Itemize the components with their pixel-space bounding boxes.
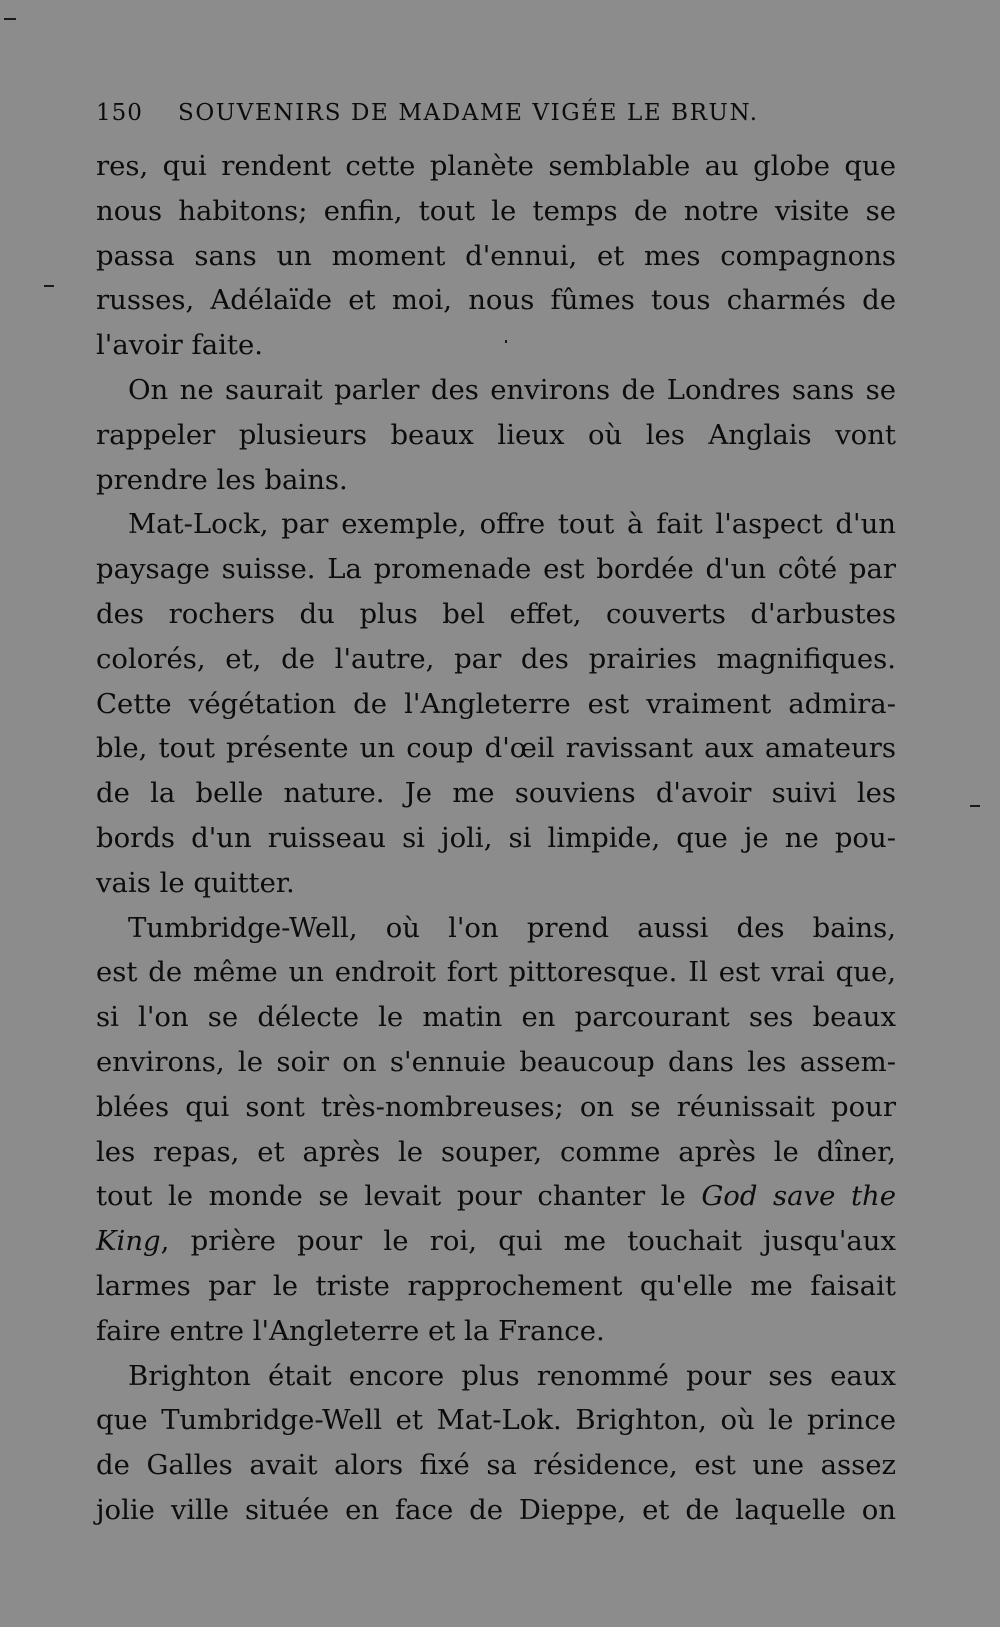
book-page	[96, 100, 896, 1533]
line-text: bords d'un ruisseau si joli, si limpide, que je ne pou-	[96, 821, 896, 854]
text-line	[96, 189, 896, 234]
text-line	[96, 547, 896, 592]
line-text: On ne saurait parler des environs de Londres sans se	[128, 373, 896, 406]
line-text: res, qui rendent cette planète semblable au globe que	[96, 150, 896, 182]
line-text: nous habitons; enfin, tout le temps de notre visite se	[96, 194, 896, 227]
line-text: les repas, et après le souper, comme après le dîner,	[96, 1135, 896, 1168]
text-line	[96, 144, 896, 189]
text-line	[96, 234, 896, 279]
line-text: Tumbridge-Well, où l'on prend aussi des bains,	[128, 911, 896, 944]
italic-text: God save the	[701, 1180, 896, 1213]
text-line	[96, 726, 896, 771]
line-text: faire entre l'Angleterre et la France.	[96, 1314, 605, 1347]
text-line	[96, 1085, 896, 1130]
text-line	[96, 682, 896, 727]
text-line	[96, 1130, 896, 1175]
scan-speck	[4, 18, 16, 20]
text-line	[96, 1174, 896, 1219]
line-text: ble, tout présente un coup d'œil ravissant aux amateurs	[96, 732, 896, 765]
text-line	[96, 816, 896, 861]
text-line	[96, 771, 896, 816]
italic-text: King	[96, 1225, 161, 1258]
line-text: de Galles avait alors fixé sa résidence, est une assez	[96, 1449, 896, 1482]
text-line	[96, 592, 896, 637]
line-text: russes, Adélaïde et moi, nous fûmes tous charmés de	[96, 284, 896, 317]
text-line	[96, 906, 896, 951]
body-text	[96, 144, 896, 1533]
line-text: environs, le soir on s'ennuie beaucoup dans les assem-	[96, 1045, 896, 1078]
text-line	[96, 1488, 896, 1533]
line-text: rappeler plusieurs beaux lieux où les Anglais vont	[96, 418, 896, 451]
line-text: paysage suisse. La promenade est bordée d'un côté par	[96, 553, 896, 586]
line-text: vais le quitter.	[96, 866, 295, 899]
line-text: Brighton était encore plus renommé pour ses eaux	[128, 1359, 896, 1392]
line-text: blées qui sont très-nombreuses; on se réunissait pour	[96, 1090, 896, 1123]
text-line	[96, 1354, 896, 1399]
line-text: colorés, et, de l'autre, par des prairies magnifiques.	[96, 642, 896, 675]
text-line	[96, 502, 896, 547]
text-line	[96, 861, 896, 906]
text-line	[96, 950, 896, 995]
line-text: tout le monde se levait pour chanter le	[96, 1180, 702, 1213]
text-line	[96, 323, 896, 368]
running-head	[96, 100, 896, 138]
text-line	[96, 413, 896, 458]
line-text: larmes par le triste rapprochement qu'elle me faisait	[96, 1269, 896, 1302]
line-text: de la belle nature. Je me souviens d'avoir suivi les	[96, 777, 896, 810]
text-line	[96, 1040, 896, 1085]
scan-speck	[970, 805, 980, 807]
text-line	[96, 1219, 896, 1264]
line-text: passa sans un moment d'ennui, et mes compagnons	[96, 239, 896, 272]
scan-speck	[44, 285, 54, 287]
text-line	[96, 637, 896, 682]
text-line	[96, 278, 896, 323]
text-line	[96, 1443, 896, 1488]
line-text: Cette végétation de l'Angleterre est vraiment admira-	[96, 687, 896, 720]
line-text: , prière pour le roi, qui me touchait jusqu'aux	[160, 1225, 896, 1258]
text-line	[96, 995, 896, 1040]
line-text: si l'on se délecte le matin en parcourant ses beaux	[96, 1001, 896, 1034]
line-text: Mat-Lock, par exemple, offre tout à fait l'aspect d'un	[128, 508, 896, 541]
line-text: des rochers du plus bel effet, couverts d'arbustes	[96, 597, 896, 630]
line-text: est de même un endroit fort pittoresque. Il est vrai que,	[96, 956, 896, 989]
line-text: l'avoir faite.	[96, 329, 263, 362]
text-line	[96, 1398, 896, 1443]
line-text: prendre les bains.	[96, 463, 348, 496]
text-line	[96, 368, 896, 413]
line-text: jolie ville située en face de Dieppe, et de laquelle on	[96, 1493, 896, 1526]
text-line	[96, 1309, 896, 1354]
text-line	[96, 1264, 896, 1309]
running-title: SOUVENIRS DE MADAME VIGÉE LE BRUN.	[178, 100, 759, 126]
line-text: que Tumbridge-Well et Mat-Lok. Brighton, où le prince	[96, 1404, 896, 1437]
text-line	[96, 458, 896, 503]
page-number: 150	[96, 100, 143, 126]
